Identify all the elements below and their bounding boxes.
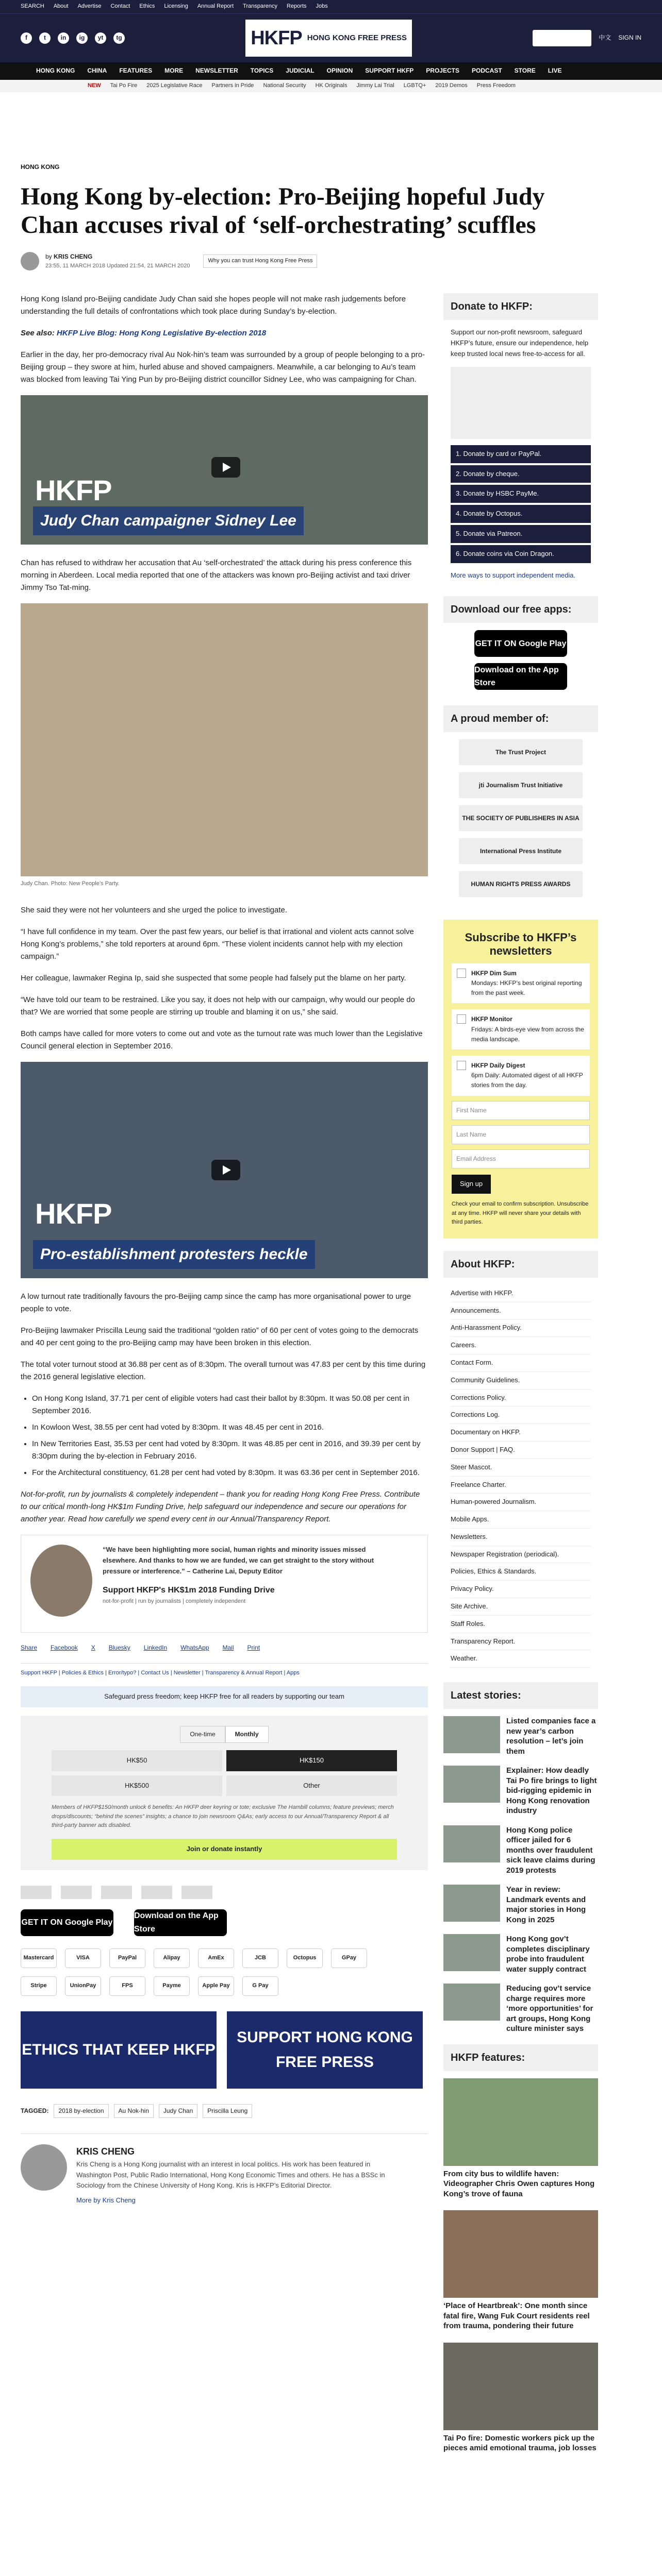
newsletter-name: HKFP Dim Sum [471,969,517,977]
youtube-icon[interactable]: yt [95,32,106,44]
list-item[interactable] [443,1885,598,1925]
about-link[interactable]: Community Guidelines. [451,1372,591,1389]
topbar-item[interactable]: About [53,3,69,10]
about-link[interactable]: Steer Mascot. [451,1459,591,1477]
about-link[interactable]: Newspaper Registration (periodical). [451,1546,591,1564]
trust-link[interactable]: Why you can trust Hong Kong Free Press [203,255,317,268]
topbar-item[interactable]: Licensing [164,3,188,10]
latest-list [443,1716,598,2034]
share-bluesky[interactable]: Bluesky [108,1643,130,1651]
about-link[interactable]: Human-powered Journalism. [451,1494,591,1511]
newsletter-desc: Mondays: HKFP’s best original reporting from the past week. [471,979,582,997]
nav-item[interactable]: PODCAST [471,67,502,75]
feature-title[interactable]: From city bus to wildlife haven: Videographer Chris Owen captures Hong Kong’s trove of fauna [443,2169,595,2198]
feature-item[interactable] [443,2210,598,2331]
about-link[interactable]: Contact Form. [451,1354,591,1372]
trending-item[interactable]: LGBTQ+ [403,82,426,89]
feature-title[interactable]: ‘Place of Heartbreak’: One month since fatal fire, Wang Fuk Court residents reel from trauma, pondering their future [443,2301,590,2331]
story-thumbnail [443,1885,500,1922]
app-store-button[interactable]: Download on the App Store [134,1909,227,1936]
payment-icon: UnionPay [65,1976,101,1996]
about-link[interactable]: Advertise with HKFP. [451,1285,591,1302]
sidebar-app-buttons [443,630,598,705]
facebook-icon[interactable]: f [21,32,32,44]
topbar-item[interactable]: Annual Report [197,3,234,10]
checkbox[interactable] [457,969,466,978]
article-title: Hong Kong by-election: Pro-Beijing hopeful Judy Chan accuses rival of ‘self-orchestrating’ scuffles [21,183,545,239]
video-watermark: HKFP [35,1197,112,1230]
donate-heading: Donate to HKFP: [443,293,598,320]
tab-monthly[interactable]: Monthly [225,1726,269,1743]
google-play-button[interactable]: GET IT ON Google Play [474,630,567,657]
publish-date: 23:55, 11 MARCH 2018 Updated 21:54, 21 MARCH 2020 [45,262,190,269]
drive-title: Support HKFP's HK$1m 2018 Funding Drive [103,1586,275,1595]
about-link[interactable]: Transparency Report. [451,1633,591,1651]
logo-text: HONG KONG FREE PRESS [307,33,407,43]
signin-link[interactable]: SIGN IN [618,34,641,42]
nav-item[interactable]: MORE [164,67,184,75]
topbar-item[interactable]: Jobs [316,3,328,10]
newsletter-name: HKFP Daily Digest [471,1062,525,1070]
frequency-tabs [52,1726,397,1743]
checkbox[interactable] [457,1014,466,1024]
video-caption: Pro-establishment protesters heckle [33,1240,315,1269]
editor-quote: “We have been highlighting more social, human rights and minority issues missed elsewhere. And thanks to how we are funded, we can get straight to the story without pressure or interference.” – Catherine Lai, Deputy Editor [103,1545,374,1575]
payment-icon: FPS [109,1976,145,1996]
list-item: • On Hong Kong Island, 37.71 per cent of eligible voters had cast their ballot by 8:30pm. It was 50.08 per cent in September 2016. [32,1393,428,1417]
email-field[interactable]: Email Address [452,1149,590,1168]
sidebar [443,293,598,2464]
donate-option[interactable]: 6. Donate coins via Coin Dragon. [451,545,591,563]
donate-widget [21,1716,428,1870]
feature-item[interactable] [443,2343,598,2453]
feature-item[interactable] [443,2078,598,2199]
topbar-item[interactable]: Advertise [77,3,102,10]
newsletter-note: Check your email to confirm subscription. Unsubscribe at any time. HKFP will never share your details with third parties. [452,1200,589,1226]
payment-icon: Stripe [21,1976,57,1996]
author-name[interactable]: KRIS CHENG [76,2146,135,2157]
share-bar [21,1643,428,1653]
tag-list [21,2104,428,2118]
apps-heading: Download our free apps: [443,596,598,623]
tag[interactable]: Judy Chan [159,2104,197,2118]
tag[interactable]: Au Nok-hin [114,2104,154,2118]
nav-item[interactable]: LIVE [548,67,562,75]
about-link[interactable]: Donor Support | FAQ. [451,1442,591,1459]
byline [21,252,641,271]
payment-icon: Alipay [154,1948,190,1968]
trending-bar [0,80,662,92]
trending-item[interactable]: Partners in Pride [211,82,254,89]
story-thumbnail [443,1825,500,1862]
paragraph: Her colleague, lawmaker Regina Ip, said she suspected that some people had falsely put the blame on her party. [21,973,406,982]
app-store-buttons [21,1909,428,1936]
author-bio: Kris Cheng is a Hong Kong journalist with an interest in local politics. His work has been featured in Washington Post, Public Radio International, Hong Kong Economic Times and others. He has a BSSc in Sociology from the Chinese University of Hong Kong. Kris is HKFP’s Editorial Director. [76,2160,385,2190]
paragraph: A low turnout rate traditionally favours the pro-Beijing camp since the camp has more organisational power to urge people to vote. [21,1292,411,1313]
list-item[interactable] [443,1934,598,1974]
turnout-list [21,1393,428,1479]
payment-icon: Octopus [287,1948,323,1968]
nav-item[interactable]: PROJECTS [426,67,459,75]
newsletter-option[interactable] [452,963,590,1004]
list-item: • For the Architectural constituency, 61.28 per cent had voted by 8:30pm. It was 63.36 per cent in September 2016. [32,1467,428,1479]
payment-icon: PayPal [109,1948,145,1968]
story-thumbnail [443,1766,500,1803]
feature-image [443,2343,598,2430]
features-heading: HKFP features: [443,2044,598,2071]
site-header [0,13,662,62]
about-link[interactable]: Mobile Apps. [451,1511,591,1529]
support-banner[interactable]: SUPPORT HONG KONG FREE PRESS [227,2011,423,2089]
signup-button[interactable]: Sign up [452,1175,491,1194]
partner-logo [21,1886,52,1899]
about-link[interactable]: Announcements. [451,1302,591,1320]
newsletter-signup [443,920,598,1238]
topbar-item[interactable]: SEARCH [21,3,44,10]
list-item[interactable] [443,1766,598,1816]
first-name-field[interactable]: First Name [452,1101,590,1120]
paragraph: Earlier in the day, her pro-democracy rival Au Nok-hin’s team was surrounded by a group of people belonging to a pro-Beijing group – they swore at him, hurled abuse and shoved campaigners. Meanwhile, a car belonging to Au’s team was blocked from leaving Tai Ying Pun by pro-Beijing district councillor Sidney Lee, who was campaigning for Chan. [21,350,425,384]
payment-icon: JCB [242,1948,278,1968]
support-note: Not-for-profit, run by journalists & completely independent – thank you for reading Hong Kong Free Press. Contribute to our critical month-long HK$1m Funding Drive, help safeguard our independence and secure our operations for another year. Read how carefully we spend every cent in our Annual/Transparency Report. [21,1489,420,1523]
member-logos [443,739,598,920]
video-watermark: HKFP [35,474,112,507]
topbar-item[interactable]: Reports [287,3,307,10]
tab-one-time[interactable]: One-time [180,1726,225,1743]
partner-logo [181,1886,212,1899]
trending-item[interactable]: Press Freedom [476,82,516,89]
payment-icon: AmEx [198,1948,234,1968]
nav-item[interactable]: FEATURES [119,67,153,75]
payment-icon: Payme [154,1976,190,1996]
about-link[interactable]: Corrections Log. [451,1406,591,1424]
amount-options [52,1750,397,1797]
donate-option[interactable]: 3. Donate by HSBC PayMe. [451,485,591,503]
trending-item[interactable]: HK Originals [315,82,347,89]
paragraph: Both camps have called for more voters to come out and vote as the turnout rate was much lower than the Legislative Council general election in September 2016. [21,1029,423,1050]
photo-credit: Judy Chan. Photo: New People’s Party. [21,880,120,887]
newsletter-desc: Fridays: A birds-eye view from across the media landscape. [471,1025,584,1043]
site-logo[interactable] [245,20,412,57]
about-link[interactable]: Policies, Ethics & Standards. [451,1563,591,1581]
nav-item[interactable]: NEWSLETTER [195,67,238,75]
last-name-field[interactable]: Last Name [452,1125,590,1144]
about-link[interactable]: Documentary on HKFP. [451,1424,591,1442]
article-photo [21,603,428,876]
join-button[interactable]: Join or donate instantly [52,1839,397,1860]
newsletter-option[interactable] [452,1056,590,1096]
about-links [443,1285,598,1668]
payment-icon: Apple Pay [198,1976,234,1996]
play-icon[interactable] [211,1160,240,1180]
newsletter-option[interactable] [452,1009,590,1049]
share-mail[interactable]: Mail [222,1643,234,1651]
topbar-item[interactable]: Ethics [139,3,155,10]
page-wrapper [21,162,641,2465]
story-title[interactable]: Hong Kong gov’t completes disciplinary probe into fraudulent water supply contract [506,1935,590,1974]
partner-logo [101,1886,132,1899]
paragraph: “I have full confidence in my team. Over the past few years, our belief is that irrational and violent acts cannot solve Hong Kong’s problems,” she told reporters at around 6pm. “These violent incidents cannot help with my election campaign.” [21,927,414,961]
article-body [21,293,428,2464]
nav-item[interactable]: TOPICS [250,67,274,75]
share-label: Share [21,1643,38,1651]
promo-banners [21,2011,428,2089]
sopa-logo[interactable]: THE SOCIETY OF PUBLISHERS IN ASIA [459,805,583,831]
ethics-banner[interactable]: ETHICS THAT KEEP HKFP [21,2011,217,2089]
topbar-item[interactable]: Transparency [243,3,277,10]
linkedin-icon[interactable]: in [58,32,69,44]
feature-title[interactable]: Tai Po fire: Domestic workers pick up the pieces amid emotional trauma, job losses [443,2433,597,2453]
amount-option-selected[interactable]: HK$150 [226,1750,397,1771]
author-link[interactable]: KRIS CHENG [54,252,93,260]
newsletter-desc: 6pm Daily: Automated digest of all HKFP stories from the day. [471,1072,583,1089]
latest-heading: Latest stories: [443,1682,598,1709]
story-title[interactable]: Listed companies face a new year’s carbon resolution – let’s join them [506,1717,596,1756]
story-title[interactable]: Hong Kong police officer jailed for 6 months over fraudulent sick leave claims during 2019 protests [506,1825,595,1875]
payment-icon: Mastercard [21,1948,57,1968]
trending-item[interactable]: Jimmy Lai Trial [356,82,394,89]
hrpa-logo[interactable]: HUMAN RIGHTS PRESS AWARDS [459,871,583,897]
list-item[interactable] [443,1984,598,2034]
share-print[interactable]: Print [247,1643,260,1651]
amount-option[interactable]: Other [226,1775,397,1797]
donate-option[interactable]: 2. Donate by cheque. [451,465,591,483]
header-actions [533,30,641,46]
partner-logo [61,1886,92,1899]
story-thumbnail [443,1984,500,2021]
paragraph: “We have told our team to be restrained. Like you say, it does not help with our campaign, why would our people do that? We are worried that some people are stirring up trouble and blaming it on us,” she said. [21,995,415,1016]
telegram-icon[interactable]: tg [113,32,125,44]
nav-item[interactable]: CHINA [87,67,107,75]
list-item: • In Kowloon West, 38.55 per cent had voted by 8:30pm. It was 48.45 per cent in 2016. [32,1421,428,1434]
language-link[interactable]: 中文 [599,34,611,42]
article-footer-links[interactable]: Support HKFP | Policies & Ethics | Error/typo? | Contact Us | Newsletter | Transparency & Annual Report | Apps [21,1663,428,1678]
newsletter-name: HKFP Monitor [471,1015,512,1023]
author-avatar [21,252,39,270]
trust-project-logo[interactable]: The Trust Project [459,739,583,765]
trending-item[interactable]: 2025 Legislative Race [146,82,203,89]
trending-item[interactable]: National Security [263,82,306,89]
author-box [21,2133,428,2206]
donate-image [451,367,591,439]
list-item[interactable] [443,1825,598,1876]
about-heading: About HKFP: [443,1251,598,1278]
see-also-label: See also: [21,329,55,338]
donate-option[interactable]: 1. Donate by card or PayPal. [451,445,591,463]
paragraph: Pro-Beijing lawmaker Priscilla Leung said the traditional “golden ratio” of 60 per cent of votes going to the democrats and 40 per cent going to the pro-Beijing camp may have been broken in this election. [21,1326,419,1347]
feature-image [443,2210,598,2298]
top-utility-bar [0,0,662,13]
about-link[interactable]: Careers. [451,1337,591,1354]
payment-icon: GPay [331,1948,367,1968]
more-ways-link[interactable]: More ways to support independent media. [451,571,576,579]
checkbox[interactable] [457,1061,466,1070]
social-links [21,32,125,44]
nav-item[interactable]: STORE [514,67,536,75]
payment-methods [21,1948,382,1996]
membership-note: Members of HKFP$150/month unlock 6 benefits: An HKFP deer keyring or tote; exclusive The Hambill columns; feature previews; merch drops/discounts; “behind the scenes” insights; a chance to join newsroom Q&As; early access to our Annual/Transparency Report & all third-party banner ads disabled. [52,1804,394,1829]
story-title[interactable]: Year in review: Landmark events and major stories in Hong Kong in 2025 [506,1885,586,1924]
nav-item[interactable]: OPINION [326,67,353,75]
donate-option[interactable]: 4. Donate by Octopus. [451,505,591,523]
nav-item[interactable]: JUDICIAL [286,67,315,75]
share-linkedin[interactable]: LinkedIn [143,1643,168,1651]
play-icon[interactable] [211,457,240,478]
see-also-link[interactable]: HKFP Live Blog: Hong Kong Legislative By-election 2018 [57,329,267,338]
paragraph: Hong Kong Island pro-Beijing candidate Judy Chan said she hopes people will not make rash judgements before understanding the full details of confrontations which took place during Sunday’s by-election. [21,295,406,316]
tag[interactable]: Priscilla Leung [203,2104,252,2118]
instagram-icon[interactable]: ig [76,32,88,44]
share-x[interactable]: X [91,1643,95,1651]
topbar-item[interactable]: Contact [110,3,130,10]
main-nav [0,62,662,80]
about-link[interactable]: Staff Roles. [451,1616,591,1633]
story-thumbnail [443,1716,500,1753]
amount-option[interactable]: HK$500 [52,1775,222,1797]
google-play-button[interactable]: GET IT ON Google Play [21,1909,113,1936]
feature-image [443,2078,598,2166]
jti-logo[interactable]: jti Journalism Trust Initiative [459,772,583,798]
newsletter-heading: Subscribe to HKFP’s newsletters [465,931,577,957]
new-badge: NEW [88,82,101,89]
member-heading: A proud member of: [443,705,598,732]
story-title[interactable]: Reducing gov’t service charge requires more ‘more opportunities’ for art groups, Hong Kong culture minister says [506,1984,593,2033]
content-columns [21,293,641,2464]
partner-logo-row [21,1886,428,1899]
list-item[interactable] [443,1716,598,1756]
tags-label: TAGGED: [21,2107,49,2114]
about-link[interactable]: Newsletters. [451,1529,591,1546]
donate-intro: Support our non-profit newsroom, safeguard HKFP’s future, ensure our independence, help keep trusted local news free-to-access for all. [451,328,589,358]
tag[interactable]: 2018 by-election [54,2104,108,2118]
nav-item[interactable]: SUPPORT HKFP [365,67,414,75]
story-title[interactable]: Explainer: How deadly Tai Po fire brings to light bid-rigging epidemic in Hong Kong renovation industry [506,1766,597,1816]
video-caption: Judy Chan campaigner Sidney Lee [33,506,304,535]
share-whatsapp[interactable]: WhatsApp [180,1643,209,1651]
about-link[interactable]: Privacy Policy. [451,1581,591,1598]
video-embed[interactable] [21,1062,428,1278]
safeguard-banner[interactable]: Safeguard press freedom; keep HKFP free for all readers by supporting our team [21,1686,428,1707]
trending-item[interactable]: 2019 Demos [435,82,468,89]
story-thumbnail [443,1934,500,1971]
support-button[interactable]: SUPPORT HKFP [533,30,591,46]
logo-mark: HKFP [251,27,302,49]
app-store-button[interactable]: Download on the App Store [474,663,567,690]
drive-subtitle: not-for-profit | run by journalists | completely independent [103,1598,246,1604]
donate-box [443,327,598,581]
amount-option[interactable]: HK$50 [52,1750,222,1771]
paragraph: Chan has refused to withdraw her accusation that Au ‘self-orchestrated’ the attack during his press conference this morning in Aberdeen. Local media reported that one of the attackers was known pro-Beijing activist and taxi driver Jimmy Tso Tat-ming. [21,558,412,592]
nav-item[interactable]: HONG KONG [36,67,75,75]
about-link[interactable]: Weather. [451,1650,591,1668]
editor-photo [30,1545,92,1617]
share-facebook[interactable]: Facebook [51,1643,78,1651]
more-by-author-link[interactable]: More by Kris Cheng [76,2196,136,2205]
paragraph: She said they were not her volunteers and she urged the police to investigate. [21,905,287,914]
about-link[interactable]: Anti-Harassment Policy. [451,1319,591,1337]
paragraph: The total voter turnout stood at 36.88 per cent as of 8:30pm. The overall turnout was 47.83 per cent by this time during the 2016 general legislative election. [21,1360,426,1381]
ipi-logo[interactable]: International Press Institute [459,838,583,864]
payment-icon: G Pay [242,1976,278,1996]
trending-item[interactable]: Tai Po Fire [110,82,138,89]
list-item: • In New Territories East, 35.53 per cent had voted by 8:30pm. It was 48.85 per cent in 2016, and 39.39 per cent by 8:30pm during the by-election in February 2016. [32,1438,428,1463]
video-embed[interactable] [21,395,428,545]
about-link[interactable]: Freelance Charter. [451,1477,591,1494]
about-link[interactable]: Site Archive. [451,1598,591,1616]
see-also [21,327,428,340]
x-icon[interactable]: t [39,32,51,44]
payment-icon: VISA [65,1948,101,1968]
section-label[interactable]: HONG KONG [21,163,60,171]
partner-logo [141,1886,172,1899]
about-link[interactable]: Corrections Policy. [451,1389,591,1407]
funding-drive-box[interactable] [21,1535,428,1633]
donate-option[interactable]: 5. Donate via Patreon. [451,525,591,543]
author-avatar [21,2144,67,2191]
by-label: by [45,252,52,260]
